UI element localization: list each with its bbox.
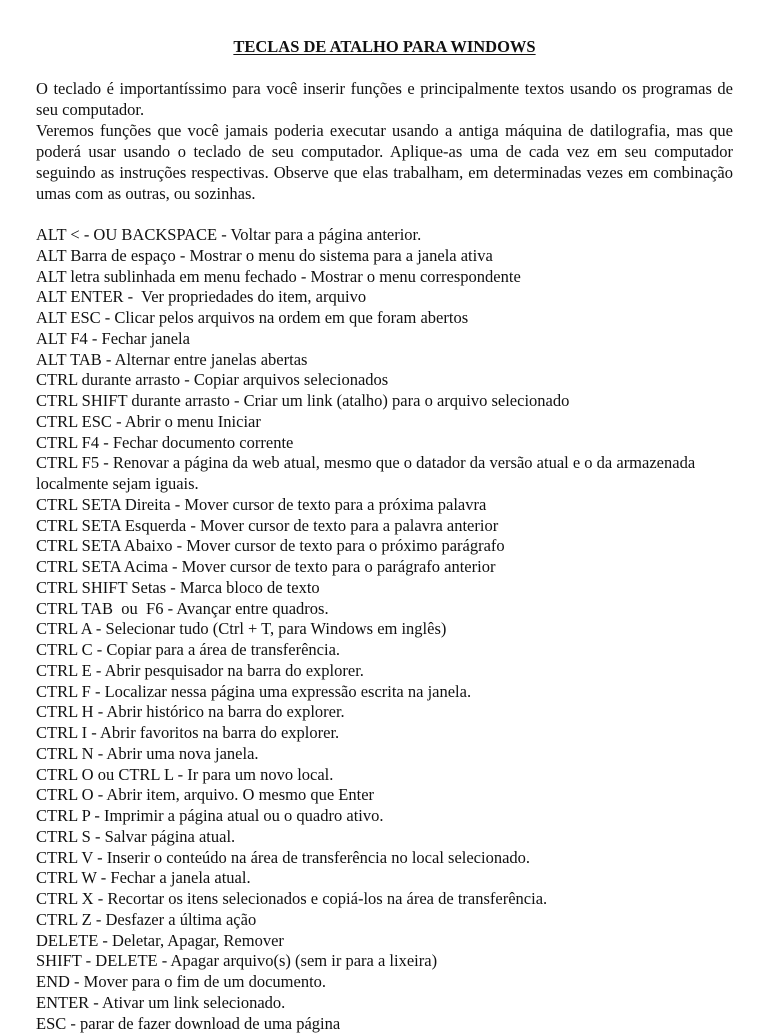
shortcut-item: ALT F4 - Fechar janela [36,329,733,350]
intro-paragraph: O teclado é importantíssimo para você inserir funções e principalmente textos usando os programas de seu computador. [36,78,733,120]
shortcut-item: CTRL C - Copiar para a área de transferência. [36,640,733,661]
shortcut-item: CTRL W - Fechar a janela atual. [36,868,733,889]
shortcut-item: CTRL Z - Desfazer a última ação [36,910,733,931]
document-page [36,36,733,1034]
shortcut-item: ALT < - OU BACKSPACE - Voltar para a página anterior. [36,225,733,246]
shortcut-item: CTRL durante arrasto - Copiar arquivos selecionados [36,370,733,391]
intro-section [36,78,733,204]
shortcut-item: CTRL S - Salvar página atual. [36,827,733,848]
shortcut-item: DELETE - Deletar, Apagar, Remover [36,931,733,952]
shortcut-item: CTRL I - Abrir favoritos na barra do explorer. [36,723,733,744]
shortcut-item: ALT TAB - Alternar entre janelas abertas [36,350,733,371]
shortcut-item: CTRL SETA Acima - Mover cursor de texto para o parágrafo anterior [36,557,733,578]
shortcut-item: CTRL V - Inserir o conteúdo na área de transferência no local selecionado. [36,848,733,869]
shortcut-item: CTRL O - Abrir item, arquivo. O mesmo que Enter [36,785,733,806]
shortcut-item: CTRL F4 - Fechar documento corrente [36,433,733,454]
shortcut-item: CTRL X - Recortar os itens selecionados e copiá-los na área de transferência. [36,889,733,910]
shortcut-item: CTRL A - Selecionar tudo (Ctrl + T, para Windows em inglês) [36,619,733,640]
shortcut-item: ENTER - Ativar um link selecionado. [36,993,733,1014]
shortcut-item: CTRL SETA Direita - Mover cursor de texto para a próxima palavra [36,495,733,516]
document-title: TECLAS DE ATALHO PARA WINDOWS [36,36,733,58]
shortcut-item: CTRL SHIFT Setas - Marca bloco de texto [36,578,733,599]
shortcut-item: CTRL SETA Esquerda - Mover cursor de texto para a palavra anterior [36,516,733,537]
shortcut-item: ALT letra sublinhada em menu fechado - Mostrar o menu correspondente [36,267,733,288]
shortcut-item: CTRL E - Abrir pesquisador na barra do explorer. [36,661,733,682]
shortcut-item: CTRL SHIFT durante arrasto - Criar um link (atalho) para o arquivo selecionado [36,391,733,412]
shortcut-item: CTRL ESC - Abrir o menu Iniciar [36,412,733,433]
shortcut-item: SHIFT - DELETE - Apagar arquivo(s) (sem ir para a lixeira) [36,951,733,972]
shortcut-item: ESC - parar de fazer download de uma página [36,1014,733,1034]
shortcut-item: ALT ENTER - Ver propriedades do item, arquivo [36,287,733,308]
shortcut-item: CTRL SETA Abaixo - Mover cursor de texto para o próximo parágrafo [36,536,733,557]
shortcut-item: CTRL H - Abrir histórico na barra do explorer. [36,702,733,723]
shortcut-item: CTRL O ou CTRL L - Ir para um novo local. [36,765,733,786]
shortcut-item: END - Mover para o fim de um documento. [36,972,733,993]
shortcut-item: ALT ESC - Clicar pelos arquivos na ordem em que foram abertos [36,308,733,329]
intro-paragraph: Veremos funções que você jamais poderia executar usando a antiga máquina de datilografia, mas que poderá usar usando o teclado de seu computador. Aplique-as uma de cada vez em seu computador seguindo as instruções respectivas. Observe que elas trabalham, em determinadas vezes em combinação umas com as outras, ou sozinhas. [36,120,733,204]
shortcut-item: CTRL P - Imprimir a página atual ou o quadro ativo. [36,806,733,827]
shortcut-item: ALT Barra de espaço - Mostrar o menu do sistema para a janela ativa [36,246,733,267]
shortcut-item: CTRL F - Localizar nessa página uma expressão escrita na janela. [36,682,733,703]
shortcut-item: CTRL F5 - Renovar a página da web atual, mesmo que o datador da versão atual e o da armazenada localmente sejam iguais. [36,453,733,495]
shortcut-item: CTRL N - Abrir uma nova janela. [36,744,733,765]
shortcut-item: CTRL TAB ou F6 - Avançar entre quadros. [36,599,733,620]
shortcut-list [36,225,733,1034]
